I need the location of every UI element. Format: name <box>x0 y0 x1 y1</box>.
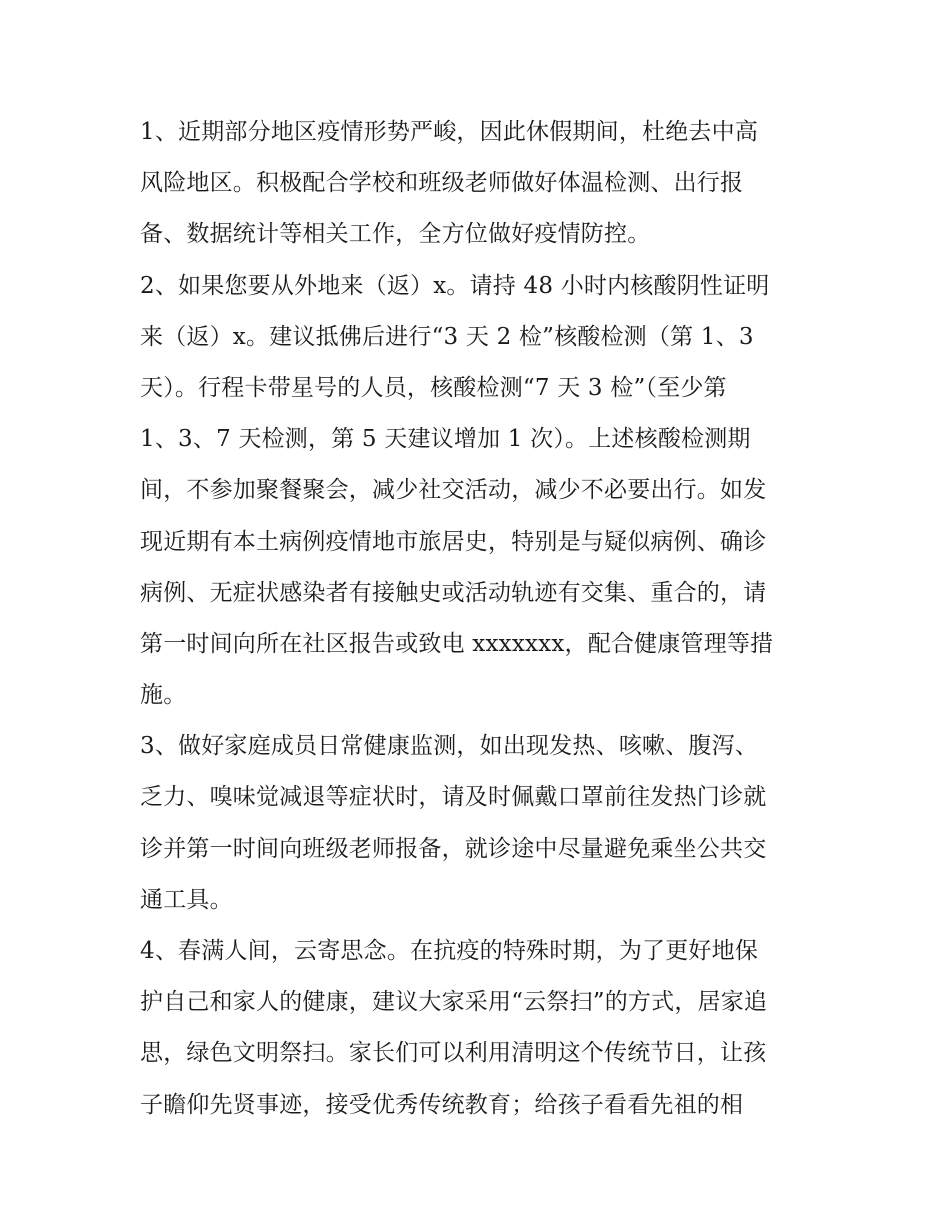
text-line: 风险地区。积极配合学校和班级老师做好体温检测、出行报 <box>140 170 744 197</box>
text-line: 2、如果您要从外地来（返）x。请持 48 小时内核酸阴性证明 <box>140 272 770 299</box>
text-line: 4、春满人间，云寄思念。在抗疫的特殊时期，为了更好地保 <box>140 938 759 964</box>
text-line: 1、近期部分地区疫情形势严峻，因此休假期间，杜绝去中高 <box>140 119 759 145</box>
text-line: 1、3、7 天检测，第 5 天建议增加 1 次）。上述核酸检测期 <box>140 426 751 453</box>
text-line: 备、数据统计等相关工作，全方位做好疫情防控。 <box>140 221 651 248</box>
text-line: 来（返）x。建议抵佛后进行“3 天 2 检”核酸检测（第 1、3 <box>140 323 754 350</box>
text-line: 间，不参加聚餐聚会，减少社交活动，减少不必要出行。如发 <box>140 477 767 504</box>
text-line: 子瞻仰先贤事迹，接受优秀传统教育；给孩子看看先祖的相 <box>140 1091 744 1118</box>
text-line: 现近期有本土病例疫情地市旅居史，特别是与疑似病例、确诊 <box>140 528 767 555</box>
text-line: 护自己和家人的健康，建议大家采用“云祭扫”的方式，居家追 <box>140 989 768 1016</box>
text-line: 天）。行程卡带星号的人员，核酸检测“7 天 3 检”（至少第 <box>140 374 727 401</box>
text-line: 乏力、嗅味觉减退等症状时，请及时佩戴口罩前往发热门诊就 <box>140 784 767 811</box>
text-line: 3、做好家庭成员日常健康监测，如出现发热、咳嗽、腹泻、 <box>140 733 759 760</box>
text-line: 施。 <box>140 682 187 709</box>
document-body <box>140 107 820 1131</box>
text-line: 第一时间向所在社区报告或致电 xxxxxxx，配合健康管理等措 <box>140 630 774 657</box>
text-line: 病例、无症状感染者有接触史或活动轨迹有交集、重合的，请 <box>140 579 767 606</box>
text-line: 通工具。 <box>140 886 233 913</box>
text-line: 诊并第一时间向班级老师报备，就诊途中尽量避免乘坐公共交 <box>140 835 767 862</box>
text-line: 思，绿色文明祭扫。家长们可以利用清明这个传统节日，让孩 <box>140 1040 767 1067</box>
